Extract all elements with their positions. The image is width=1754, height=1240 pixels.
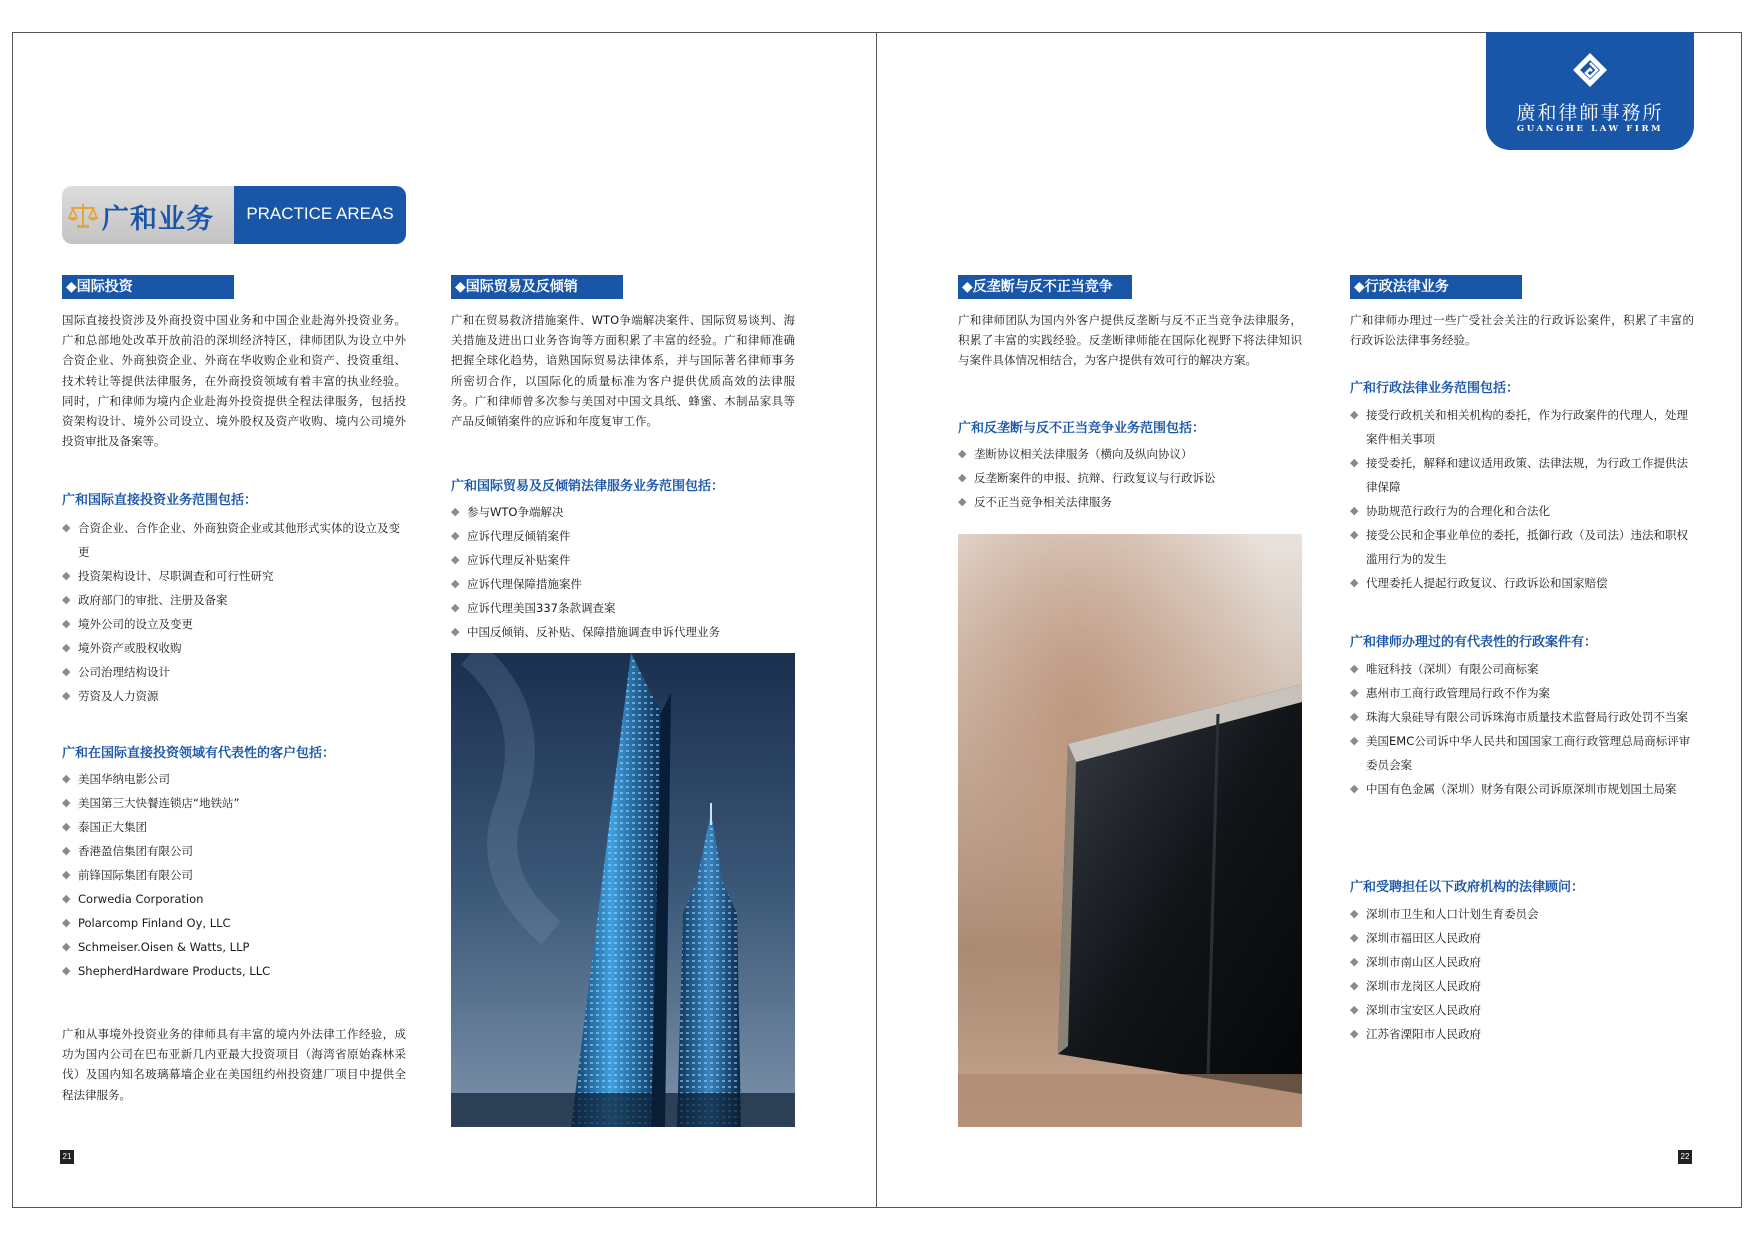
diamond-bullet-icon: ◆ [1350,931,1359,944]
list-item: ◆ ShepherdHardware Products, LLC [62,959,408,983]
diamond-bullet-icon: ◆ [62,916,71,929]
list-item: ◆ 深圳市南山区人民政府 [1350,950,1696,974]
firm-logo-tab [1486,32,1694,150]
diamond-bullet-icon: ◆ [958,495,967,508]
list-item: ◆ 深圳市卫生和人口计划生育委员会 [1350,902,1696,926]
diamond-bullet-icon: ◆ [451,577,460,590]
list-item: ◆ 应诉代理反补贴案件 [451,548,797,572]
intl-investment-intro: 国际直接投资涉及外商投资中国业务和中国企业赴海外投资业务。广和总部地处改革开放前沿的深圳经济特区，律师团队为设立中外合资企业、外商独资企业、外商在华收购企业和资产、投资重组、技术转让等提供法律服务，在外商投资领域有着丰富的执业经验。同时，广和律师为境内企业赴海外投资提供全程法律服务，包括投资架构设计、境外公司设立、境外股权及资产收购、境内公司境外投资审批及备案等。 [62,313,406,449]
list-item: ◆ Corwedia Corporation [62,887,408,911]
page-number-left: 21 [60,1150,74,1164]
diamond-bullet-icon: ◆ [958,471,967,484]
firm-name-cn: 廣和律師事務所 [1516,102,1664,124]
administrative-gov-title: 广和受聘担任以下政府机构的法律顾问： [1350,880,1585,895]
antitrust-intro: 广和律师团队为国内外客户提供反垄断与反不正当竞争法律服务，积累了丰富的实践经验。反垄断律师能在国际化视野下将法律知识与案件具体情况相结合，为客户提供有效可行的解决方案。 [958,313,1302,368]
intl-trade-scope-title: 广和国际贸易及反倾销法律服务业务范围包括： [451,479,725,494]
banner-title-cn: 广和业务 [102,204,214,235]
list-item: ◆ 深圳市宝安区人民政府 [1350,998,1696,1022]
diamond-bullet-icon: ◆ [1350,1027,1359,1040]
diamond-bullet-icon: ◆ [62,796,71,809]
intl-investment-scope-list [62,516,408,708]
list-item: ◆ 美国华纳电影公司 [62,767,408,791]
diamond-bullet-icon: ◆ [1350,504,1359,517]
administrative-cases-list [1350,657,1696,801]
diamond-bullet-icon: ◆ [1350,734,1359,747]
section-header-intl-trade: ◆国际贸易及反倾销 [451,275,623,299]
list-item: ◆ 江苏省溧阳市人民政府 [1350,1022,1696,1046]
diamond-bullet-icon: ◆ [451,529,460,542]
diamond-bullet-icon: ◆ [1350,408,1359,421]
list-item: ◆ 合资企业、合作企业、外商独资企业或其他形式实体的设立及变更 [62,516,408,564]
list-item: ◆ 应诉代理美国337条款调查案 [451,596,797,620]
administrative-scope-list [1350,403,1696,595]
skyscraper-photo [451,653,795,1127]
banner-title-en: PRACTICE AREAS [246,204,394,223]
list-item: ◆ 香港盈信集团有限公司 [62,839,408,863]
intl-investment-closing: 广和从事境外投资业务的律师具有丰富的境内外法律工作经验，成功为国内公司在巴布亚新几内亚最大投资项目（海湾省原始森林采伐）及国内知名玻璃幕墙企业在美国纽约州投资建厂项目中提供全程法律服务。 [62,1027,406,1102]
list-item: ◆ 协助规范行政行为的合理化和合法化 [1350,499,1696,523]
diamond-bullet-icon: ◆ [62,641,71,654]
diamond-bullet-icon: ◆ [62,964,71,977]
diamond-bullet-icon: ◆ [1350,456,1359,469]
administrative-cases-title: 广和律师办理过的有代表性的行政案件有： [1350,635,1598,650]
list-item: ◆ 接受行政机关和相关机构的委托，作为行政案件的代理人，处理案件相关事项 [1350,403,1696,451]
diamond-bullet-icon: ◆ [1350,576,1359,589]
diamond-bullet-icon: ◆ [451,505,460,518]
diamond-bullet-icon: ◆ [1350,955,1359,968]
list-item: ◆ 境外公司的设立及变更 [62,612,408,636]
section-header-administrative: ◆行政法律业务 [1350,275,1522,299]
diamond-bullet-icon: ◆ [62,844,71,857]
list-item: ◆ 代理委托人提起行政复议、行政诉讼和国家赔偿 [1350,571,1696,595]
list-item: ◆ 珠海大泉硅导有限公司诉珠海市质量技术监督局行政处罚不当案 [1350,705,1696,729]
diamond-bullet-icon: ◆ [62,940,71,953]
list-item: ◆ 深圳市福田区人民政府 [1350,926,1696,950]
diamond-bullet-icon: ◆ [1350,686,1359,699]
list-item: ◆ 参与WTO争端解决 [451,500,797,524]
diamond-bullet-icon: ◆ [62,892,71,905]
list-item: ◆ 前锋国际集团有限公司 [62,863,408,887]
list-item: ◆ 深圳市龙岗区人民政府 [1350,974,1696,998]
list-item: ◆ 公司治理结构设计 [62,660,408,684]
intl-investment-clients-title: 广和在国际直接投资领域有代表性的客户包括： [62,746,336,761]
list-item: ◆ 应诉代理保障措施案件 [451,572,797,596]
list-item: ◆ 垄断协议相关法律服务（横向及纵向协议） [958,442,1304,466]
diamond-bullet-icon: ◆ [1350,528,1359,541]
scales-icon [66,198,100,232]
diamond-bullet-icon: ◆ [62,569,71,582]
diamond-bullet-icon: ◆ [62,617,71,630]
diamond-bullet-icon: ◆ [62,772,71,785]
list-item: ◆ 中国有色金属（深圳）财务有限公司诉原深圳市规划国土局案 [1350,777,1696,801]
list-item: ◆ 接受公民和企事业单位的委托，抵御行政（及司法）违法和职权滥用行为的发生 [1350,523,1696,571]
list-item: ◆ 美国EMC公司诉中华人民共和国国家工商行政管理总局商标评审委员会案 [1350,729,1696,777]
page-number-right: 22 [1678,1150,1692,1164]
administrative-intro: 广和律师办理过一些广受社会关注的行政诉讼案件，积累了丰富的行政诉讼法律事务经验。 [1350,313,1694,348]
section-header-antitrust: ◆反垄断与反不正当竞争 [958,275,1132,299]
section-header-intl-investment: ◆国际投资 [62,275,234,299]
list-item: ◆ 唯冠科技（深圳）有限公司商标案 [1350,657,1696,681]
administrative-scope-title: 广和行政法律业务范围包括： [1350,381,1520,396]
diamond-bullet-icon: ◆ [451,625,460,638]
diamond-bullet-icon: ◆ [451,553,460,566]
law-book-photo [958,534,1302,1127]
list-item: ◆ 反垄断案件的申报、抗辩、行政复议与行政诉讼 [958,466,1304,490]
practice-areas-banner [62,186,406,244]
diamond-bullet-icon: ◆ [451,601,460,614]
diamond-bullet-icon: ◆ [1350,662,1359,675]
diamond-bullet-icon: ◆ [62,820,71,833]
intl-investment-clients-list [62,767,408,983]
antitrust-scope-list [958,442,1304,514]
diamond-bullet-icon: ◆ [1350,710,1359,723]
list-item: ◆ Schmeiser.Oisen & Watts, LLP [62,935,408,959]
diamond-bullet-icon: ◆ [62,665,71,678]
list-item: ◆ 惠州市工商行政管理局行政不作为案 [1350,681,1696,705]
list-item: ◆ 中国反倾销、反补贴、保障措施调查申诉代理业务 [451,620,797,644]
list-item: ◆ Polarcomp Finland Oy, LLC [62,911,408,935]
intl-trade-intro: 广和在贸易救济措施案件、WTO争端解决案件、国际贸易谈判、海关措施及进出口业务咨询等方面积累了丰富的经验。广和律师准确把握全球化趋势，谙熟国际贸易法律体系，并与国际著名律师事务所密切合作，以国际化的质量标准为客户提供优质高效的法律服务。广和律师曾多次参与美国对中国文具纸、蜂蜜、木制品家具等产品反倾销案件的应诉和年度复审工作。 [451,313,795,429]
list-item: ◆ 美国第三大快餐连锁店“地铁站” [62,791,408,815]
list-item: ◆ 反不正当竞争相关法律服务 [958,490,1304,514]
list-item: ◆ 泰国正大集团 [62,815,408,839]
diamond-bullet-icon: ◆ [62,868,71,881]
diamond-bullet-icon: ◆ [62,521,71,534]
intl-trade-scope-list [451,500,797,644]
list-item: ◆ 接受委托，解释和建议适用政策、法律法规，为行政工作提供法律保障 [1350,451,1696,499]
diamond-bullet-icon: ◆ [1350,979,1359,992]
list-item: ◆ 境外资产或股权收购 [62,636,408,660]
diamond-bullet-icon: ◆ [62,689,71,702]
firm-name-en: GUANGHE LAW FIRM [1516,124,1664,134]
antitrust-scope-title: 广和反垄断与反不正当竞争业务范围包括： [958,421,1206,436]
administrative-gov-list [1350,902,1696,1046]
list-item: ◆ 劳资及人力资源 [62,684,408,708]
diamond-bullet-icon: ◆ [958,447,967,460]
page-fold [876,32,877,1208]
diamond-g-logo-icon [1572,52,1608,88]
diamond-bullet-icon: ◆ [1350,907,1359,920]
list-item: ◆ 应诉代理反倾销案件 [451,524,797,548]
diamond-bullet-icon: ◆ [62,593,71,606]
list-item: ◆ 投资架构设计、尽职调查和可行性研究 [62,564,408,588]
list-item: ◆ 政府部门的审批、注册及备案 [62,588,408,612]
diamond-bullet-icon: ◆ [1350,1003,1359,1016]
diamond-bullet-icon: ◆ [1350,782,1359,795]
intl-investment-scope-title: 广和国际直接投资业务范围包括： [62,493,258,508]
